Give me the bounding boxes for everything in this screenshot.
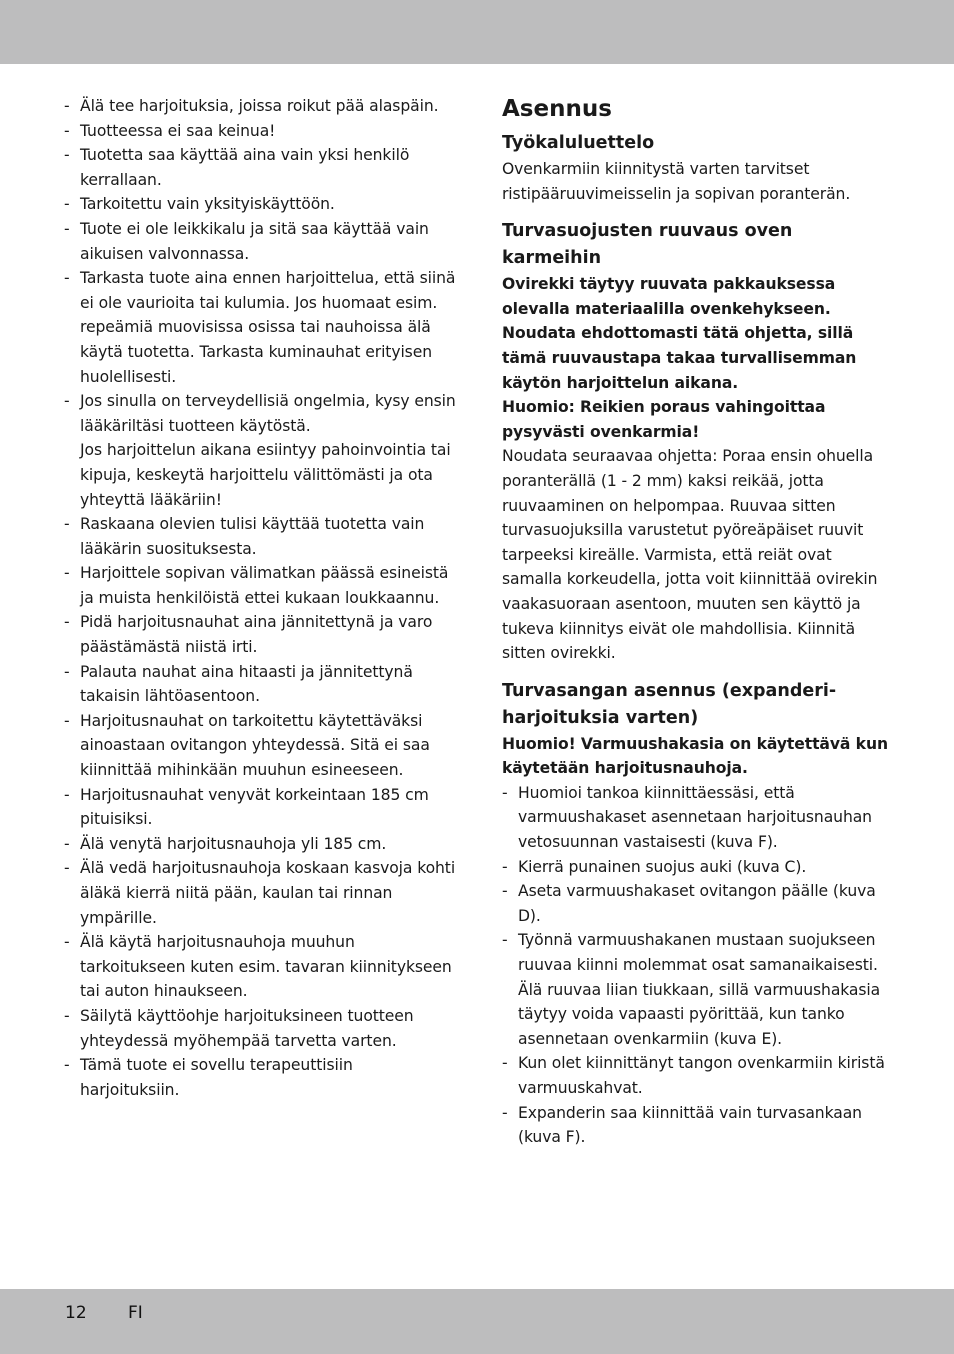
list-item: - Työnnä varmuushakanen mustaan suojukseen ruuvaa kiinni molemmat osat samanaikaisesti. Älä ruuvaa liian tiukkaan, sillä varmuushakasia täytyy voida vapaasti pyörittää, kun tanko asennetaan ovenkarmiin (kuva E). — [502, 928, 890, 1051]
footer-band — [0, 1289, 954, 1354]
list-item-extra: Jos harjoittelun aikana esiintyy pahoinvointia tai kipuja, keskeytä harjoittelu välittömästi ja ota yhteyttä lääkäriin! — [80, 441, 451, 509]
screw-warning: Ovirekki täytyy ruuvata pakkauksessa olevalla materiaalilla ovenkehykseen. Noudata ehdottomasti tätä ohjetta, sillä tämä ruuvaustapa takaa turvallisemman käytön harjoittelun aikana. — [502, 275, 857, 392]
list-item: - Tarkoitettu vain yksityiskäyttöön. — [64, 192, 456, 217]
list-item: - Tarkasta tuote aina ennen harjoittelua, että siinä ei ole vaurioita tai kulumia. Jos huomaat esim. repeämiä muovisissa osissa tai nauhoissa älä käytä tuotetta. Tarkasta kuminauhat erityisen huolellisesti. — [64, 266, 456, 389]
list-item: - Harjoitusnauhat on tarkoitettu käytettäväksi ainoastaan ovitangon yhteydessä. Sitä ei saa kiinnittää mihinkään muuhun esineeseen. — [64, 709, 456, 783]
bar-heading: Turvasangan asennus (expanderi-harjoituksia varten) — [502, 680, 837, 728]
list-item-text: Jos sinulla on terveydellisiä ongelmia, kysy ensin lääkäriltäsi tuotteen käytöstä. — [80, 392, 456, 435]
list-item: - Harjoitusnauhat venyvät korkeintaan 185 cm pituisiksi. — [64, 783, 456, 832]
bar-warning: Huomio! Varmuushakasia on käytettävä kun käytetään harjoitusnauhoja. — [502, 734, 888, 778]
list-item: - Aseta varmuushakaset ovitangon päälle (kuva D). — [502, 879, 890, 928]
tools-heading: Työkaluluettelo — [502, 133, 655, 153]
tools-text: Ovenkarmiin kiinnitystä varten tarvitset ristipääruuvimeisselin ja sopivan poranterän. — [502, 160, 851, 203]
screw-heading: Turvasuojusten ruuvaus oven karmeihin — [502, 221, 793, 269]
list-item: - Älä venytä harjoitusnauhoja yli 185 cm. — [64, 832, 456, 857]
list-item: - Pidä harjoitusnauhat aina jännitettynä ja varo päästämästä niistä irti. — [64, 610, 456, 659]
section-title: Asennus — [502, 96, 612, 122]
list-item — [64, 389, 456, 512]
language-code: FI — [128, 1303, 143, 1323]
list-item: - Älä vedä harjoitusnauhoja koskaan kasvoja kohti äläkä kierrä niitä pään, kaulan tai rinnan ympärille. — [64, 856, 456, 930]
drilling-warning: Huomio: Reikien poraus vahingoittaa pysyvästi ovenkarmia! — [502, 398, 826, 441]
list-item: - Palauta nauhat aina hitaasti ja jännitettynä takaisin lähtöasentoon. — [64, 660, 456, 709]
screw-instructions: Noudata seuraavaa ohjetta: Poraa ensin ohuella poranterällä (1 - 2 mm) kaksi reikää, jotta ruuvaaminen on helpompaa. Ruuvaa sitten turvasuojuksilla varustetut pyöreäpäiset ruuvit tarpeeksi kireälle. Varmista, että reiät ovat samalla korkeudella, jotta voit kiinnittää ovirekin vaakasuoraan asentoon, muuten sen käyttö ja tukeva kiinnitys eivät ole mahdollisia. Kiinnitä sitten ovirekki. — [502, 447, 878, 663]
list-item: - Raskaana olevien tulisi käyttää tuotetta vain lääkärin suosituksesta. — [64, 512, 456, 561]
list-item: - Kierrä punainen suojus auki (kuva C). — [502, 855, 890, 880]
list-item: - Tuotetta saa käyttää aina vain yksi henkilö kerrallaan. — [64, 143, 456, 192]
list-item: - Huomioi tankoa kiinnittäessäsi, että varmuushakaset asennetaan harjoitusnauhan vetosuunnan vastaisesti (kuva F). — [502, 781, 890, 855]
list-item: - Harjoittele sopivan välimatkan päässä esineistä ja muista henkilöistä ettei kukaan loukkaannu. — [64, 561, 456, 610]
bar-install-list — [502, 781, 890, 1150]
list-item: - Säilytä käyttöohje harjoituksineen tuotteen yhteydessä myöhempää tarvetta varten. — [64, 1004, 456, 1053]
header-band — [0, 0, 954, 64]
list-item: - Tämä tuote ei sovellu terapeuttisiin harjoituksiin. — [64, 1053, 456, 1102]
safety-list-column — [64, 94, 456, 1102]
list-item: - Älä tee harjoituksia, joissa roikut pää alaspäin. — [64, 94, 456, 119]
list-item: - Älä käytä harjoitusnauhoja muuhun tarkoitukseen kuten esim. tavaran kiinnitykseen tai auton hinaukseen. — [64, 930, 456, 1004]
list-item: - Kun olet kiinnittänyt tangon ovenkarmiin kiristä varmuuskahvat. — [502, 1051, 890, 1100]
list-item: - Tuotteessa ei saa keinua! — [64, 119, 456, 144]
page-number: 12 — [65, 1303, 87, 1323]
list-item: - Tuote ei ole leikkikalu ja sitä saa käyttää vain aikuisen valvonnassa. — [64, 217, 456, 266]
list-item: - Expanderin saa kiinnittää vain turvasankaan (kuva F). — [502, 1101, 890, 1150]
safety-list — [64, 94, 456, 1102]
installation-column — [502, 94, 890, 1150]
